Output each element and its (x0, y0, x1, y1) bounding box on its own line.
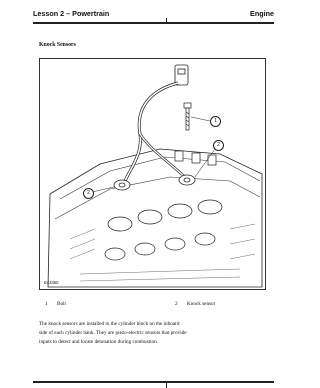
figure-id: E43450 (44, 280, 59, 285)
legend-number: 2 (175, 301, 178, 307)
legend-label: Knock sensor (187, 301, 216, 307)
callout-bolt: 1 (210, 116, 221, 127)
section-title: Knock Sensors (39, 42, 76, 48)
page-header (33, 9, 274, 23)
header-divider-tick (166, 18, 167, 24)
legend-item (45, 301, 66, 307)
engine-line-drawing (40, 59, 265, 289)
callout-knock-sensor-right: 2 (213, 140, 224, 151)
legend-label: Bolt (57, 301, 66, 307)
callout-knock-sensor-left: 2 (83, 188, 94, 199)
lesson-title: Lesson 2 – Powertrain (33, 9, 110, 18)
header-rule (33, 22, 274, 24)
footer-rule (33, 381, 274, 383)
chapter-title: Engine (250, 9, 274, 18)
legend-number: 1 (45, 301, 48, 307)
knock-sensor-illustration (39, 58, 266, 290)
legend-item (175, 301, 215, 307)
body-paragraph: The knock sensors are installed in the cylinder block on the inboard side of each cylinder bank. They are piezo-electric sensors that provide inputs to detect and locate detonation during combustion. (39, 321, 187, 345)
footer-divider-tick (166, 381, 167, 388)
